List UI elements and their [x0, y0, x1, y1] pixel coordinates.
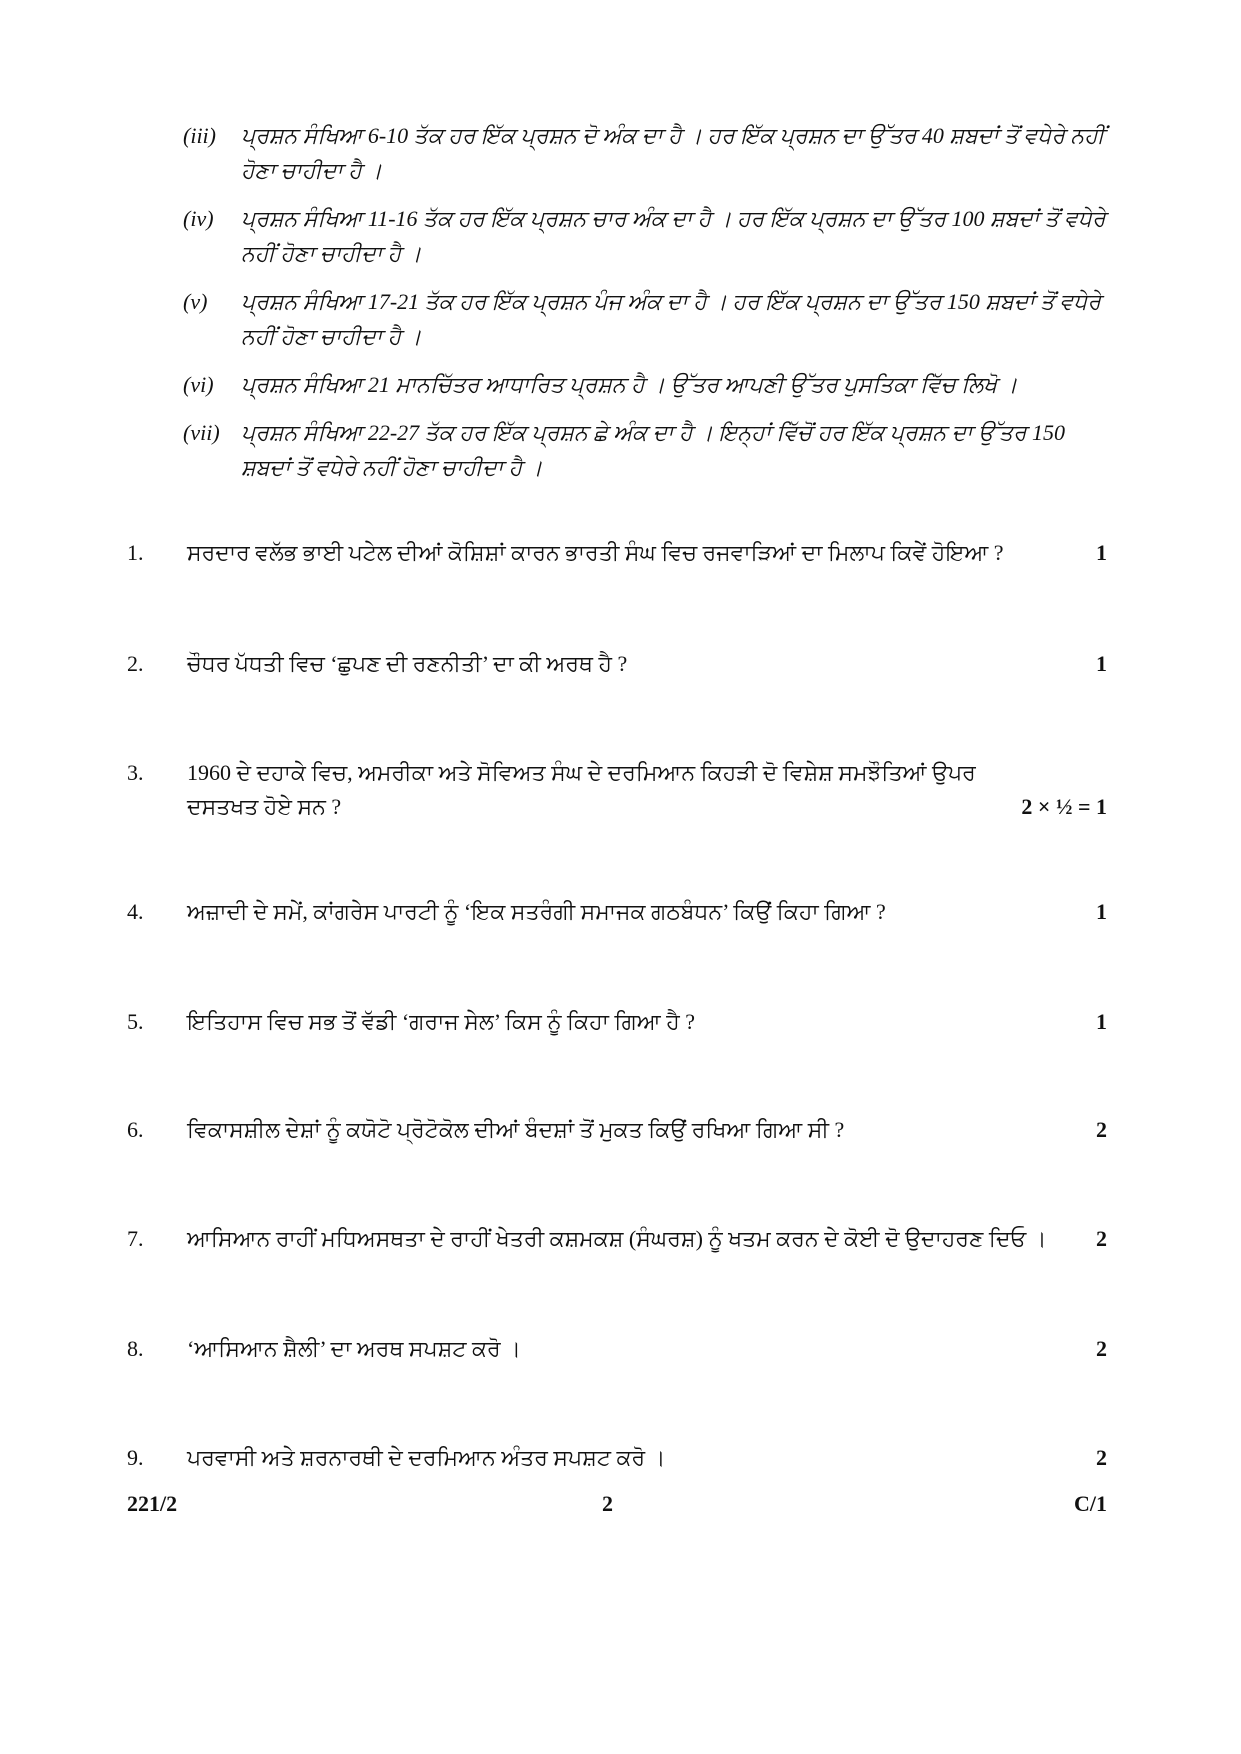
instruction-numeral: (vi): [183, 372, 214, 397]
question-marks: 2: [1096, 1117, 1107, 1142]
question-marks: 1: [1096, 899, 1107, 924]
question-number: 7.: [127, 1226, 144, 1251]
instructions-list: [183, 118, 1113, 498]
question-text: ਅਜ਼ਾਦੀ ਦੇ ਸਮੇਂ, ਕਾਂਗਰੇਸ ਪਾਰਟੀ ਨੂੰ ‘ਇਕ ਸਤਰੰਗੀ ਸਮਾਜਕ ਗਠਬੰਧਨ’ ਕਿਉਂ ਕਿਹਾ ਗਿਆ ?: [187, 899, 886, 924]
instruction-item: [183, 118, 1113, 188]
question-number: 4.: [127, 899, 144, 924]
instruction-text: ਪ੍ਰਸ਼ਨ ਸੰਖਿਆ 11-16 ਤੱਕ ਹਰ ਇੱਕ ਪ੍ਰਸ਼ਨ ਚਾਰ ਅੰਕ ਦਾ ਹੈ । ਹਰ ਇੱਕ ਪ੍ਰਸ਼ਨ ਦਾ ਉੱਤਰ 100 ਸ਼ਬਦਾਂ ਤੋਂ ਵਧੇਰੇ ਨਹੀਂ ਹੋਣਾ ਚਾਹੀਦਾ ਹੈ ।: [241, 206, 1106, 266]
question-marks: 2 × ½ = 1: [1021, 794, 1107, 819]
question-number: 1.: [127, 540, 144, 565]
instruction-numeral: (vii): [183, 420, 220, 445]
instruction-item: [183, 284, 1113, 354]
instruction-text: ਪ੍ਰਸ਼ਨ ਸੰਖਿਆ 21 ਮਾਨਚਿੱਤਰ ਆਧਾਰਿਤ ਪ੍ਰਸ਼ਨ ਹੈ । ਉੱਤਰ ਆਪਣੀ ਉੱਤਰ ਪੁਸਤਿਕਾ ਵਿੱਚ ਲਿਖੋ ।: [241, 372, 1018, 397]
instruction-text: ਪ੍ਰਸ਼ਨ ਸੰਖਿਆ 6-10 ਤੱਕ ਹਰ ਇੱਕ ਪ੍ਰਸ਼ਨ ਦੋ ਅੰਕ ਦਾ ਹੈ । ਹਰ ਇੱਕ ਪ੍ਰਸ਼ਨ ਦਾ ਉੱਤਰ 40 ਸ਼ਬਦਾਂ ਤੋਂ ਵਧੇਰੇ ਨਹੀਂ ਹੋਣਾ ਚਾਹੀਦਾ ਹੈ ।: [241, 123, 1105, 183]
instruction-numeral: (v): [183, 289, 208, 314]
question-marks: 2: [1096, 1445, 1107, 1470]
paper-code: 221/2: [127, 1491, 178, 1516]
page-number: 2: [602, 1491, 613, 1516]
question-number: 9.: [127, 1445, 144, 1470]
question-text: ਇਤਿਹਾਸ ਵਿਚ ਸਭ ਤੋਂ ਵੱਡੀ ‘ਗਰਾਜ ਸੇਲ’ ਕਿਸ ਨੂੰ ਕਿਹਾ ਗਿਆ ਹੈ ?: [187, 1009, 696, 1034]
instruction-text: ਪ੍ਰਸ਼ਨ ਸੰਖਿਆ 17-21 ਤੱਕ ਹਰ ਇੱਕ ਪ੍ਰਸ਼ਨ ਪੰਜ ਅੰਕ ਦਾ ਹੈ । ਹਰ ਇੱਕ ਪ੍ਰਸ਼ਨ ਦਾ ਉੱਤਰ 150 ਸ਼ਬਦਾਂ ਤੋਂ ਵਧੇਰੇ ਨਹੀਂ ਹੋਣਾ ਚਾਹੀਦਾ ਹੈ ।: [241, 289, 1101, 349]
instruction-item: [183, 201, 1113, 271]
question-text: ‘ਆਸਿਆਨ ਸ਼ੈਲੀ’ ਦਾ ਅਰਥ ਸਪਸ਼ਟ ਕਰੋ ।: [187, 1336, 521, 1361]
question-marks: 1: [1096, 1009, 1107, 1034]
question-text: ਆਸਿਆਨ ਰਾਹੀਂ ਮਧਿਅਸਥਤਾ ਦੇ ਰਾਹੀਂ ਖੇਤਰੀ ਕਸ਼ਮਕਸ਼ (ਸੰਘਰਸ਼) ਨੂੰ ਖਤਮ ਕਰਨ ਦੇ ਕੋਈ ਦੋ ਉਦਾਹਰਣ ਦਿਓ ।: [187, 1226, 1047, 1251]
question-text: ਵਿਕਾਸਸ਼ੀਲ ਦੇਸ਼ਾਂ ਨੂੰ ਕਯੋਟੋ ਪ੍ਰੋਟੋਕੋਲ ਦੀਆਂ ਬੰਦਸ਼ਾਂ ਤੋਂ ਮੁਕਤ ਕਿਉਂ ਰਖਿਆ ਗਿਆ ਸੀ ?: [187, 1117, 845, 1142]
question-number: 3.: [127, 760, 144, 785]
instruction-numeral: (iv): [183, 206, 214, 231]
page-footer: [127, 1491, 1107, 1527]
question-text: ਪਰਵਾਸੀ ਅਤੇ ਸ਼ਰਨਾਰਥੀ ਦੇ ਦਰਮਿਆਨ ਅੰਤਰ ਸਪਸ਼ਟ ਕਰੋ ।: [187, 1445, 666, 1470]
set-code: C/1: [1074, 1491, 1107, 1516]
question-text: ਚੌਧਰ ਪੱਧਤੀ ਵਿਚ ‘ਛੁਪਣ ਦੀ ਰਣਨੀਤੀ’ ਦਾ ਕੀ ਅਰਥ ਹੈ ?: [187, 651, 628, 676]
question-marks: 1: [1096, 651, 1107, 676]
question-marks: 1: [1096, 540, 1107, 565]
question-text: 1960 ਦੇ ਦਹਾਕੇ ਵਿਚ, ਅਮਰੀਕਾ ਅਤੇ ਸੋਵਿਅਤ ਸੰਘ ਦੇ ਦਰਮਿਆਨ ਕਿਹੜੀ ਦੋ ਵਿਸ਼ੇਸ਼ ਸਮਝੌਤਿਆਂ ਉਪਰ ਦਸਤਖਤ ਹੋਏ ਸਨ ?: [187, 760, 976, 819]
instruction-item: [183, 415, 1113, 485]
instruction-numeral: (iii): [183, 123, 216, 148]
question-marks: 2: [1096, 1336, 1107, 1361]
question-number: 6.: [127, 1117, 144, 1142]
instruction-item: [183, 367, 1113, 402]
question-text: ਸਰਦਾਰ ਵਲੱਭ ਭਾਈ ਪਟੇਲ ਦੀਆਂ ਕੋਸ਼ਿਸ਼ਾਂ ਕਾਰਨ ਭਾਰਤੀ ਸੰਘ ਵਿਚ ਰਜਵਾੜਿਆਂ ਦਾ ਮਿਲਾਪ ਕਿਵੇਂ ਹੋਇਆ ?: [187, 540, 1004, 565]
question-number: 2.: [127, 651, 144, 676]
question-marks: 2: [1096, 1226, 1107, 1251]
instruction-text: ਪ੍ਰਸ਼ਨ ਸੰਖਿਆ 22-27 ਤੱਕ ਹਰ ਇੱਕ ਪ੍ਰਸ਼ਨ ਛੇ ਅੰਕ ਦਾ ਹੈ । ਇਨ੍ਹਾਂ ਵਿੱਚੋਂ ਹਰ ਇੱਕ ਪ੍ਰਸ਼ਨ ਦਾ ਉੱਤਰ 150 ਸ਼ਬਦਾਂ ਤੋਂ ਵਧੇਰੇ ਨਹੀਂ ਹੋਣਾ ਚਾਹੀਦਾ ਹੈ ।: [241, 420, 1066, 480]
question-number: 5.: [127, 1009, 144, 1034]
question-number: 8.: [127, 1336, 144, 1361]
